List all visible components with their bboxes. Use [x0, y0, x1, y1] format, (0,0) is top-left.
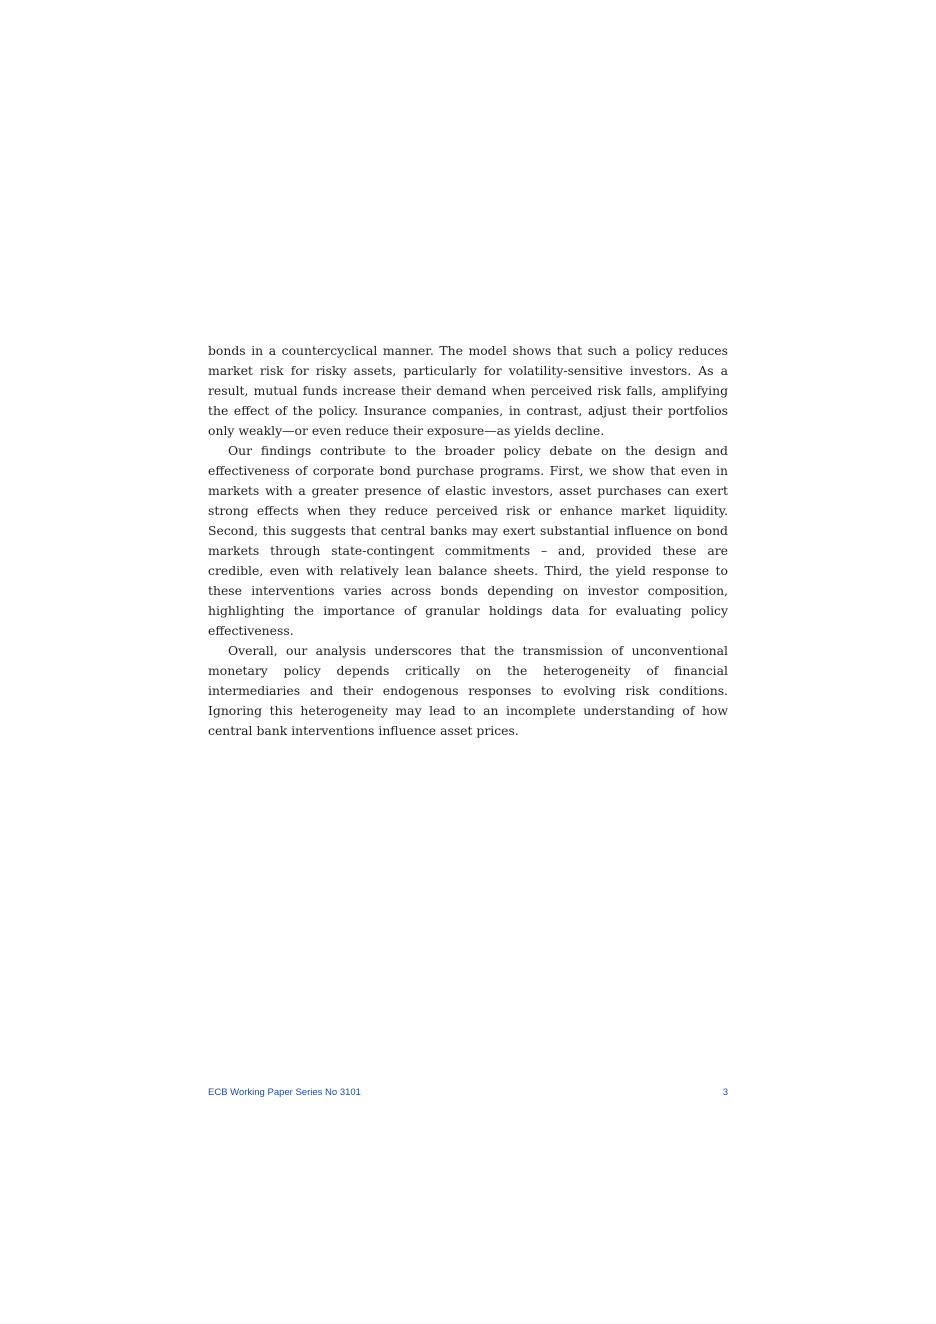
- paragraph-3: Overall, our analysis underscores that the transmission of unconventional monetary policy depends critically on the heterogeneity of financial intermediaries and their endogenous responses to evolving risk conditions. Ignoring this heterogeneity may lead to an incomplete understanding of how central bank interventions influence asset prices.: [208, 643, 728, 738]
- body-text: [208, 341, 728, 741]
- page-footer: [208, 1087, 728, 1098]
- footer-page-number: 3: [722, 1087, 728, 1098]
- footer-series-title: ECB Working Paper Series No 3101: [208, 1087, 361, 1098]
- paragraph-1: bonds in a countercyclical manner. The model shows that such a policy reduces market risk for risky assets, particularly for volatility-sensitive investors. As a result, mutual funds increase their demand when perceived risk falls, amplifying the effect of the policy. Insurance companies, in contrast, adjust their portfolios only weakly—or even reduce their exposure—as yields decline.: [208, 343, 728, 438]
- paragraph-2: Our findings contribute to the broader policy debate on the design and effectiveness of corporate bond purchase programs. First, we show that even in markets with a greater presence of elastic investors, asset purchases can exert strong effects when they reduce perceived risk or enhance market liquidity. Second, this suggests that central banks may exert substantial influence on bond markets through state-contingent commitments – and, provided these are credible, even with relatively lean balance sheets. Third, the yield response to these interventions varies across bonds depending on investor composition, highlighting the importance of granular holdings data for evaluating policy effectiveness.: [208, 443, 728, 638]
